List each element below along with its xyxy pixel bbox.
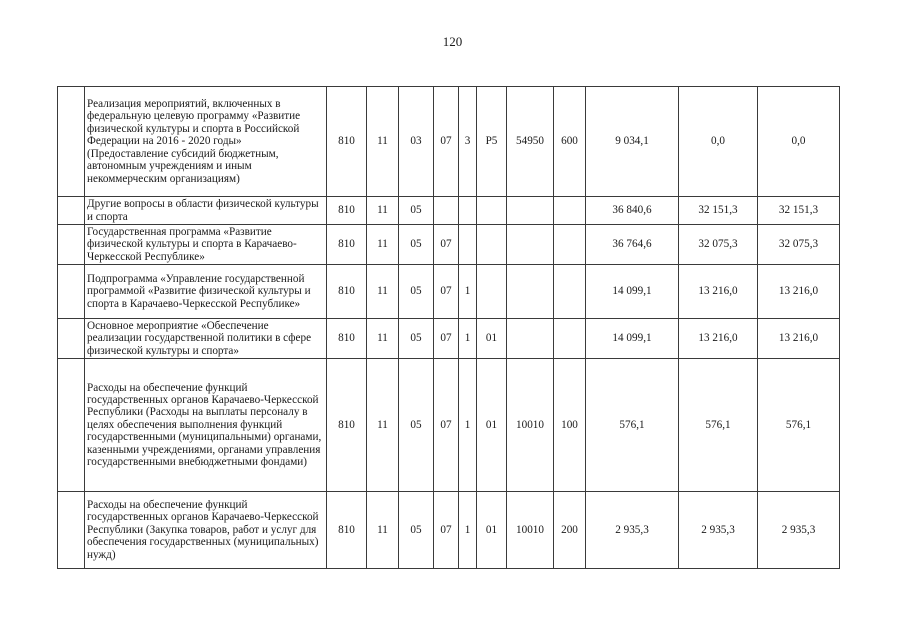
code-expense-type: 600 [554,87,586,197]
row-index-cell [58,492,85,569]
code-rz: 11 [367,265,399,319]
amount-year-2: 13 216,0 [679,319,758,359]
code-rz: 11 [367,197,399,225]
code-pr: 05 [399,197,434,225]
amount-year-3: 2 935,3 [758,492,840,569]
amount-year-2: 13 216,0 [679,265,758,319]
code-expense-type [554,225,586,265]
amount-year-1: 14 099,1 [586,319,679,359]
code-rz: 11 [367,359,399,492]
code-subprogram: 1 [459,319,477,359]
code-gr: 810 [327,359,367,492]
row-index-cell [58,265,85,319]
code-program: 07 [434,87,459,197]
code-expense-type: 200 [554,492,586,569]
code-event [477,265,507,319]
code-pr: 05 [399,225,434,265]
code-pr: 05 [399,265,434,319]
code-rz: 11 [367,225,399,265]
code-subprogram: 1 [459,265,477,319]
amount-year-2: 0,0 [679,87,758,197]
row-index-cell [58,225,85,265]
amount-year-1: 576,1 [586,359,679,492]
amount-year-2: 2 935,3 [679,492,758,569]
code-direction [507,265,554,319]
code-direction [507,197,554,225]
code-event: 01 [477,319,507,359]
code-pr: 05 [399,319,434,359]
code-expense-type: 100 [554,359,586,492]
row-index-cell [58,197,85,225]
amount-year-3: 576,1 [758,359,840,492]
amount-year-3: 13 216,0 [758,319,840,359]
amount-year-1: 9 034,1 [586,87,679,197]
code-rz: 11 [367,87,399,197]
row-name: Реализация мероприятий, включенных в федеральную целевую программу «Развитие физической культуры и спорта в Российской Федерации на 2016 - 2020 годы» (Предоставление субсидий бюджетным, автономным учреждениям и иным некоммерческим организациям) [85,87,327,197]
code-gr: 810 [327,197,367,225]
row-name: Государственная программа «Развитие физической культуры и спорта в Карачаево-Черкесской Республике» [85,225,327,265]
row-name: Расходы на обеспечение функций государственных органов Карачаево-Черкесской Республики (Закупка товаров, работ и услуг для обеспечения государственных (муниципальных) нужд) [85,492,327,569]
row-name: Расходы на обеспечение функций государственных органов Карачаево-Черкесской Республики (Расходы на выплаты персоналу в целях обеспечения выполнения функций государственными (муниципальными) органами, казенными учреждениями, органами управления государственными внебюджетными фондами) [85,359,327,492]
amount-year-2: 32 075,3 [679,225,758,265]
code-rz: 11 [367,492,399,569]
code-pr: 05 [399,359,434,492]
table-row [58,359,840,492]
table-row [58,492,840,569]
code-subprogram: 3 [459,87,477,197]
row-index-cell [58,319,85,359]
amount-year-3: 13 216,0 [758,265,840,319]
table-row [58,319,840,359]
amount-year-2: 32 151,3 [679,197,758,225]
row-name: Другие вопросы в области физической культуры и спорта [85,197,327,225]
code-pr: 05 [399,492,434,569]
code-expense-type [554,197,586,225]
code-event: 01 [477,359,507,492]
code-program: 07 [434,225,459,265]
code-gr: 810 [327,265,367,319]
code-program: 07 [434,265,459,319]
row-index-cell [58,359,85,492]
code-event [477,197,507,225]
code-event [477,225,507,265]
code-subprogram [459,225,477,265]
amount-year-3: 32 151,3 [758,197,840,225]
code-program: 07 [434,492,459,569]
code-direction: 54950 [507,87,554,197]
table-row [58,225,840,265]
table-row [58,197,840,225]
code-pr: 03 [399,87,434,197]
amount-year-1: 36 840,6 [586,197,679,225]
code-gr: 810 [327,225,367,265]
row-name: Основное мероприятие «Обеспечение реализации государственной политики в сфере физической культуры и спорта» [85,319,327,359]
table-row [58,87,840,197]
code-gr: 810 [327,87,367,197]
code-direction: 10010 [507,359,554,492]
amount-year-3: 0,0 [758,87,840,197]
code-program: 07 [434,319,459,359]
code-direction: 10010 [507,492,554,569]
code-subprogram: 1 [459,492,477,569]
code-expense-type [554,265,586,319]
amount-year-1: 2 935,3 [586,492,679,569]
row-index-cell [58,87,85,197]
budget-table [57,86,840,569]
code-gr: 810 [327,319,367,359]
row-name: Подпрограмма «Управление государственной программой «Развитие физической культуры и спорта в Карачаево-Черкесской Республике» [85,265,327,319]
code-event: P5 [477,87,507,197]
code-event: 01 [477,492,507,569]
page-number: 120 [442,34,463,49]
code-direction [507,225,554,265]
code-rz: 11 [367,319,399,359]
code-subprogram [459,197,477,225]
code-gr: 810 [327,492,367,569]
code-expense-type [554,319,586,359]
code-direction [507,319,554,359]
table-row [58,265,840,319]
code-program [434,197,459,225]
amount-year-1: 36 764,6 [586,225,679,265]
amount-year-3: 32 075,3 [758,225,840,265]
amount-year-2: 576,1 [679,359,758,492]
code-subprogram: 1 [459,359,477,492]
code-program: 07 [434,359,459,492]
amount-year-1: 14 099,1 [586,265,679,319]
